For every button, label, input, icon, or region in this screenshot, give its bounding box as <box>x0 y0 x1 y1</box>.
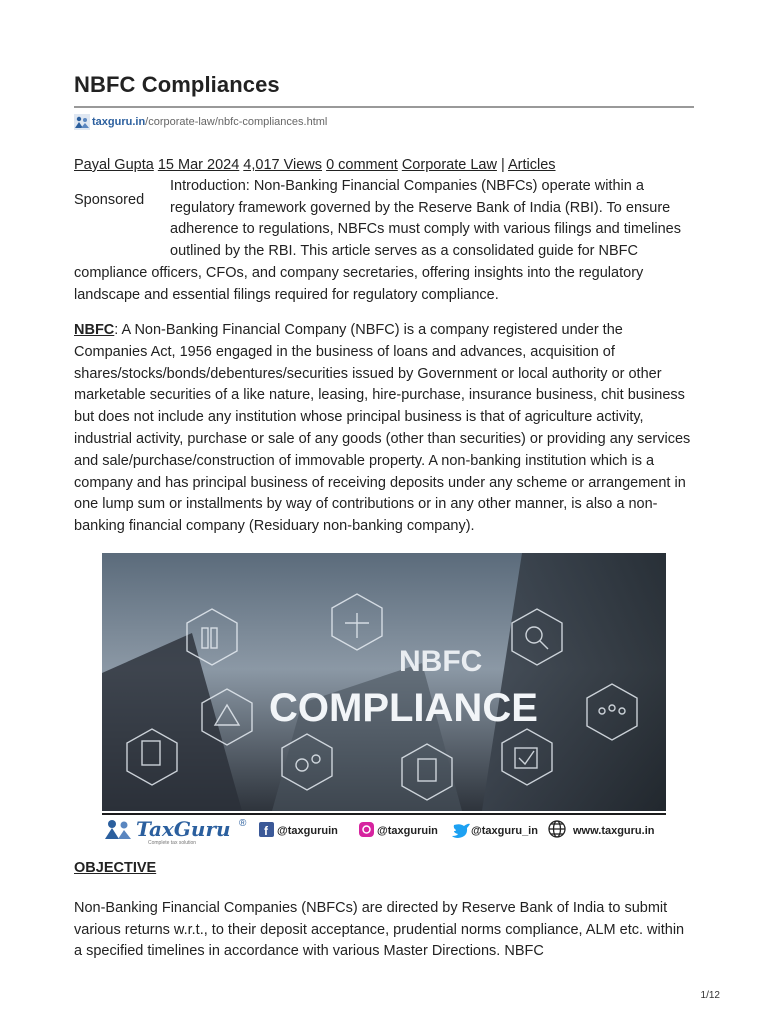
taxguru-tagline: Complete tax solution <box>148 840 197 845</box>
nbfc-definition-paragraph <box>74 320 694 538</box>
nbfc-compliance-banner <box>102 553 666 811</box>
meta-separator: | <box>500 157 505 173</box>
section-link[interactable]: Articles <box>507 157 556 173</box>
sponsored-label: Sponsored <box>74 192 145 208</box>
facebook-icon <box>259 822 274 838</box>
date-link[interactable]: 15 Mar 2024 <box>157 157 240 173</box>
instagram-handle[interactable]: @taxguruin <box>377 825 438 837</box>
source-url[interactable] <box>74 114 327 130</box>
author-link[interactable]: Payal Gupta <box>74 157 154 173</box>
comments-link[interactable]: 0 comment <box>326 157 398 173</box>
svg-text:f: f <box>264 824 268 838</box>
page-title: NBFC Compliances <box>74 72 280 97</box>
objective-paragraph: Non-Banking Financial Companies (NBFCs) are directed by Reserve Bank of India to submit various returns w.r.t., to their deposit acceptance, prudential norms compliance, ALM etc. within a specified timelines in accordance with various Master Directions. NBFC <box>74 900 685 960</box>
page-number: 1/12 <box>700 990 720 1001</box>
taxguru-registered-mark: ® <box>239 818 247 829</box>
taxguru-favicon-icon <box>74 114 90 130</box>
sponsored-spacer <box>74 176 170 260</box>
article-meta <box>74 155 556 175</box>
banner-line1: NBFC <box>399 645 483 678</box>
source-domain: taxguru.in <box>92 116 146 128</box>
taxguru-logo-text: TaxGuru <box>136 817 231 841</box>
intro-paragraph <box>74 176 694 306</box>
category-link[interactable]: Corporate Law <box>401 157 497 173</box>
taxguru-brand-bar <box>102 813 666 845</box>
title-divider <box>74 106 694 108</box>
globe-icon <box>549 821 565 837</box>
instagram-icon <box>359 822 374 837</box>
facebook-handle[interactable]: @taxguruin <box>277 825 338 837</box>
objective-heading: OBJECTIVE <box>74 860 157 876</box>
views-link[interactable]: 4,017 Views <box>243 157 323 173</box>
nbfc-term: NBFC <box>74 322 115 338</box>
website-link[interactable]: www.taxguru.in <box>573 825 655 837</box>
twitter-handle[interactable]: @taxguru_in <box>471 825 538 837</box>
nbfc-definition-text: : A Non-Banking Financial Company (NBFC) is a company registered under the Companies Act, 1956 engaged in the business of loans and advances, acquisition of shares/stocks/bonds/debentures/securities issued by Government or local authority or other marketable securities of a like nature, leasing, hire-purchase, insurance business, chit business but does not include any institution whose principal business is that of agriculture activity, industrial activity, purchase or sale of any goods (other than securities) or providing any services and sale/purchase/construction of immovable property. A non-banking institution which is a company and has principal business of receiving deposits under any scheme or arrangement in one lump sum or installments by way of contributions or in any other manner, is also a non-banking financial company (Residuary non-banking company). <box>74 322 691 535</box>
banner-line2: COMPLIANCE <box>269 686 538 730</box>
source-path: /corporate-law/nbfc-compliances.html <box>145 116 328 128</box>
banner-graphic <box>102 553 666 811</box>
intro-text: Introduction: Non-Banking Financial Companies (NBFCs) operate within a regulatory framework governed by the Reserve Bank of India (RBI). To ensure adherence to regulations, NBFCs must comply with various filings and timelines outlined by the RBI. This article serves as a consolidated guide for NBFC compliance officers, CFOs, and company secretaries, offering insights into the regulatory landscape and essential filings required for regulatory compliance. <box>74 178 681 303</box>
